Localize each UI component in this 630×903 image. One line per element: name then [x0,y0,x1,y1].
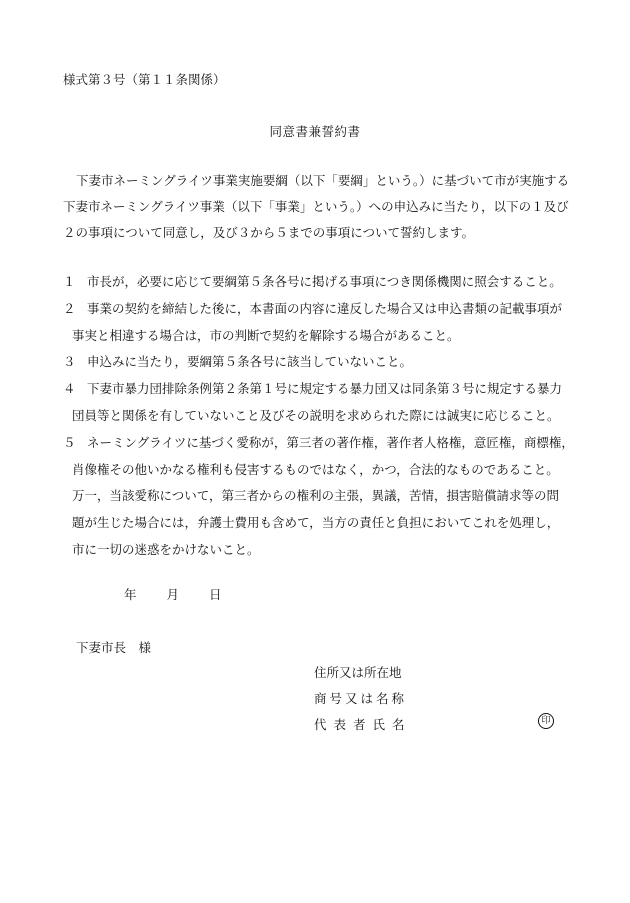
address-label: 住所又は所在地 [314,665,402,680]
date-year: 年 [124,587,137,602]
addressee: 下妻市長 様 [76,640,152,655]
item-5 [63,430,578,457]
item-2-continued: 事実と相違する場合は，市の判断で契約を解除する場合があること。 [72,327,460,343]
item-4 [63,376,578,403]
item-4-continued: 団員等と関係を有していないこと及びその説明を求められた際には誠実に応じること。 [72,407,560,423]
item-number: １ [63,274,76,289]
item-text: 事業の契約を締結した後に，本書面の内容に違反した場合又は申込書類の記載事項が [87,300,563,316]
item-text: 申込みに当たり，要綱第５条各号に該当していないこと。 [87,354,413,370]
intro-line: 下妻市ネーミングライツ事業（以下「事業」という。）への申込みに当たり，以下の１及び [63,199,569,214]
document-title: 同意書兼誓約書 [269,124,361,139]
company-name-label: 商号又は名称 [314,691,408,706]
item-text: 市長が，必要に応じて要綱第５条各号に掲げる事項につき関係機関に照会すること。 [87,274,562,289]
intro-paragraph [63,168,578,246]
representative-name-label: 代表者氏名 [314,717,412,732]
item-number: ２ [63,300,76,316]
item-text: 下妻市暴力団排除条例第２条第１号に規定する暴力団又は同条第３号に規定する暴力 [87,381,563,397]
item-2 [63,296,578,323]
item-number: ４ [63,381,76,397]
item-3 [63,349,578,376]
item-1 [63,269,578,296]
item-number: ３ [63,354,76,370]
date-day: 日 [209,587,222,602]
item-5-continued: 肖像権その他いかなる権利も侵害するものではなく，かつ，合法的なものであること。 [72,461,559,477]
item-5-continued: 題が生じた場合には，弁護士費用も含めて，当方の責任と負担においてこれを処理し， [72,515,560,531]
form-number: 様式第３号（第１１条関係） [63,72,226,87]
pledge-items [63,269,578,564]
item-5-continued: 市に一切の迷惑をかけないこと。 [72,541,260,557]
intro-line: ２の事項について同意し，及び３から５までの事項について誓約します。 [63,225,475,240]
date-line [124,585,248,603]
item-number: ５ [63,434,76,450]
intro-line: 下妻市ネーミングライツ事業実施要綱（以下「要綱」という。）に基づいて市が実施する [76,173,570,188]
item-5-continued: 万一，当該愛称について，第三者からの権利の主張，異議，苦情，損害賠償請求等の問 [72,488,560,504]
item-text: ネーミングライツに基づく愛称が，第三者の著作権，著作者人格権，意匠権，商標権， [87,434,574,450]
date-month: 月 [166,587,180,602]
seal-mark: 印 [538,713,554,729]
